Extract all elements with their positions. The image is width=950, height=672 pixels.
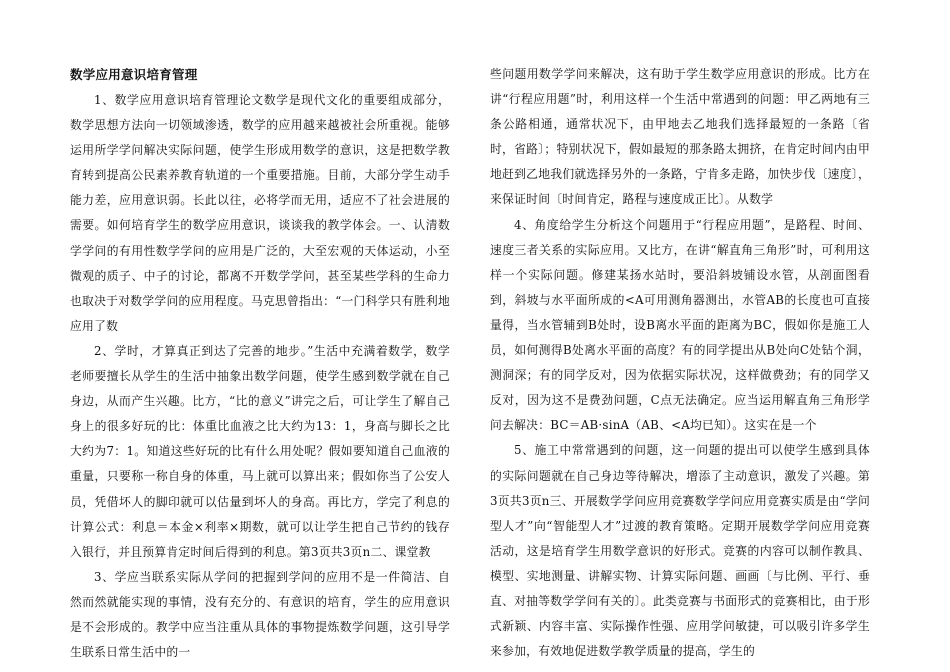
paragraph-3-continued: 些问题用数学学问来解决，这有助于学生数学应用意识的形成。比方在讲“行程应用题”时，利用这样一个生活中常遇到的问题：甲乙两地有三条公路相通，通常状况下，由甲地去乙地我们选择最短的一条路〔省时，省路〕；特别状况下，假如最短的那条路太拥挤，在肯定时间内由甲地赶到乙地我们就选择另外的一条路，宁肯多走路，加快步伐〔速度〕，来保证时间〔时间肯定，路程与速度成正比〕。从数学	[490, 67, 870, 207]
paragraph-2: 2、学时，才算真正到达了完善的地步。”生活中充满着数学，数学老师要擅长从学生的生活中抽象出数学问题，使学生感到数学就在自己身边，从而产生兴趣。比方，“比的意义”讲完之后，可让学生了解自己身上的很多好玩的比：体重比血液之比大约为13：1，身高与脚长之比大约为7：1。知道这些好玩的比有什么用处呢？假如要知道自己血液的重量，只要称一称自身的体重，马上就可以算出来；假如你当了公安人员，凭借坏人的脚印就可以估量到坏人的身高。再比方，学完了利息的计算公式：利息＝本金×利率×期数，就可以让学生把自己节约的钱存入银行，并且预算肯定时间后得到的利息。第3页共3页n二、课堂教	[70, 343, 450, 559]
paragraph-1: 1、数学应用意识培育管理论文数学是现代文化的重要组成部分，数学思想方法向一切领域渗透，数学的应用越来越被社会所重视。能够运用所学学问解决实际问题，使学生形成用数学的意识，这是把数学教育转到提高公民素养教育轨道的一个重要措施。目前，大部分学生动手能力差，应用意识弱。长此以往，必将学而无用，适应不了社会进展的需要。如何培育学生的数学应用意识，谈谈我的教学体会。一、认清数学学问的有用性数学学问的应用是广泛的，大至宏观的天体运动，小至微观的质子、中子的讨论，都离不开数学学问，甚至某些学科的生命力也取决于对数学学问的应用程度。马克思曾指出：“一门科学只有胜利地应用了数	[70, 93, 450, 333]
left-column	[70, 64, 450, 665]
document-title: 数学应用意识培育管理	[70, 67, 198, 82]
paragraph-5: 5、施工中常常遇到的问题，这一问题的提出可以使学生感到具体的实际问题就在自己身边等待解决，增添了主动意识，激发了兴趣。第3页共3页n三、开展数学学问应用竞赛数学学问应用竞赛实质是由“学问型人才”向“智能型人才”过渡的教育策略。定期开展数学学问应用竞赛活动，这是培育学生用数学意识的好形式。竞赛的内容可以制作教具、模型、实地测量、讲解实物、计算实际问题、画画〔与比例、平行、垂直、对抽等数学学问有关的〕。此类竞赛与书面形式的竞赛相比，由于形式新颖、内容丰富、实际操作性强、应用学问敏捷，可以吸引许多学生来参加，有效地促进数学教学质量的提高，学生的	[490, 443, 870, 659]
paragraph-3: 3、学应当联系实际从学问的把握到学问的应用不是一件简洁、自然而然就能实现的事情，没有充分的、有意识的培育，学生的应用意识是不会形成的。教学中应当注重从具体的事物提炼数学问题，这引导学生联系日常生活中的一	[70, 569, 450, 660]
right-column	[490, 62, 870, 664]
paragraph-4: 4、角度给学生分析这个问题用于“行程应用题”，是路程、时间、速度三者关系的实际应用。又比方，在讲“解直角三角形”时，可利用这样一个实际问题。修建某扬水站时，要沿斜坡铺设水管，从剖面图看到，斜坡与水平面所成的<A可用测角器测出，水管AB的长度也可直接量得，当水管辅到B处时，设B离水平面的距离为BC，假如你是施工人员，如何测得B处离水平面的高度？有的同学提出从B处向C处钻个洞，测洞深；有的同学反对，因为依据实际状况，这样做费劲；有的同学又反对，因为这不是费劲问题，C点无法确定。应当运用解直角三角形学问去解决：BC＝AB·sinA（AB、<A均已知）。这实在是一个	[490, 217, 870, 433]
